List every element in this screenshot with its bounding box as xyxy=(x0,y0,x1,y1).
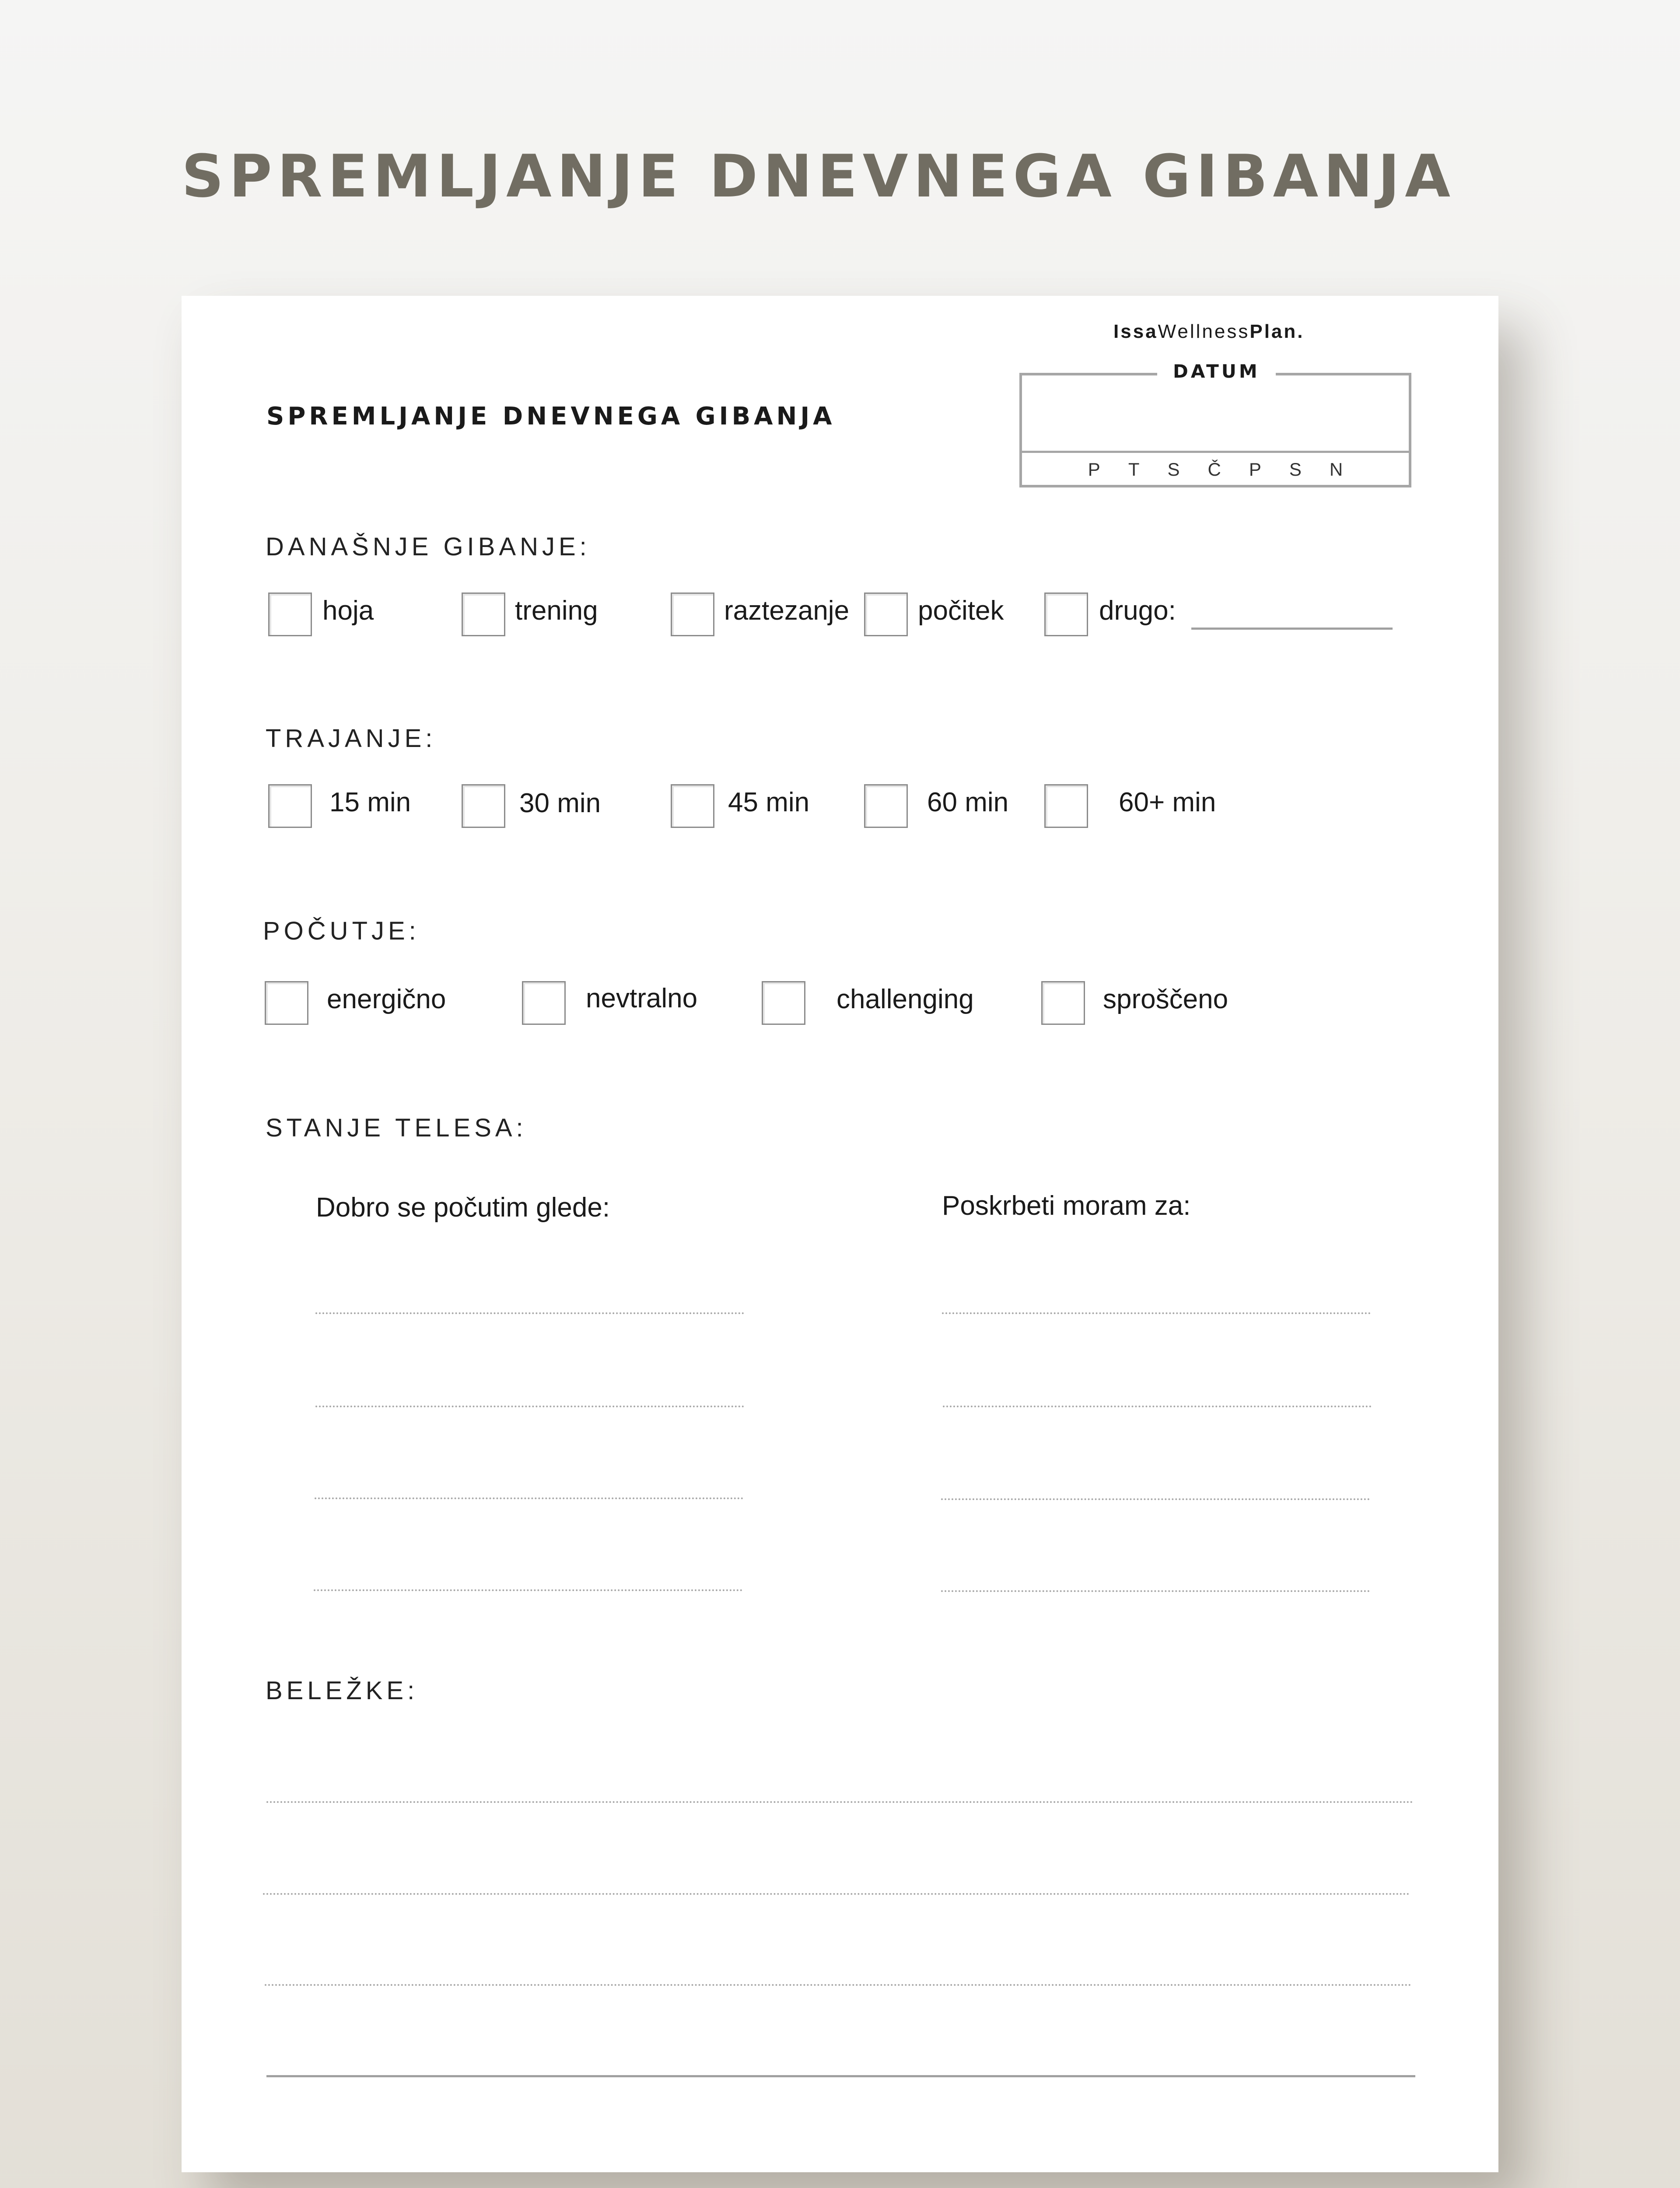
body-right-line[interactable] xyxy=(942,1312,1371,1314)
feeling-option-label: sproščeno xyxy=(1103,984,1228,1014)
body-left-heading: Dobro se počutim glede: xyxy=(316,1192,610,1223)
tracker-sheet xyxy=(182,296,1498,2172)
duration-checkbox-45[interactable] xyxy=(671,784,714,828)
weekday-saturday[interactable]: S xyxy=(1289,459,1302,480)
duration-checkbox-60[interactable] xyxy=(864,784,908,828)
movement-checkbox-raztezanje[interactable] xyxy=(671,593,714,636)
duration-option-label: 60 min xyxy=(927,787,1009,817)
duration-option-label: 45 min xyxy=(728,787,810,817)
weekday-wednesday[interactable]: S xyxy=(1167,459,1180,480)
body-right-heading: Poskrbeti moram za: xyxy=(942,1191,1191,1221)
body-left-line[interactable] xyxy=(314,1589,742,1591)
weekday-monday[interactable]: P xyxy=(1088,459,1100,480)
duration-checkbox-60plus[interactable] xyxy=(1044,784,1088,828)
duration-checkbox-30[interactable] xyxy=(462,784,505,828)
body-left-line[interactable] xyxy=(315,1312,744,1314)
weekday-thursday[interactable]: Č xyxy=(1208,459,1221,480)
weekday-friday[interactable]: P xyxy=(1249,459,1261,480)
duration-option-label: 15 min xyxy=(329,787,411,817)
feeling-checkbox-nevtralno[interactable] xyxy=(522,981,566,1025)
movement-option-label: drugo: xyxy=(1099,596,1176,626)
feeling-option-label: energično xyxy=(327,984,446,1014)
movement-checkbox-trening[interactable] xyxy=(462,593,505,636)
body-left-line[interactable] xyxy=(315,1406,744,1407)
date-label: DATUM xyxy=(1157,361,1276,382)
movement-option-label: hoja xyxy=(322,596,374,626)
duration-checkbox-15[interactable] xyxy=(268,784,312,828)
notes-section-label: BELEŽKE: xyxy=(266,1676,419,1705)
brand-logo: IssaWellnessPlan. xyxy=(1113,321,1305,342)
page-title: SPREMLJANJE DNEVNEGA GIBANJA xyxy=(182,142,1456,210)
weekday-row xyxy=(1019,454,1411,485)
body-right-line[interactable] xyxy=(941,1498,1370,1500)
date-divider xyxy=(1019,451,1411,453)
weekday-tuesday[interactable]: T xyxy=(1128,459,1140,480)
weekday-sunday[interactable]: N xyxy=(1329,459,1343,480)
movement-option-label: trening xyxy=(515,596,598,626)
feeling-option-label: challenging xyxy=(836,984,974,1014)
feeling-checkbox-sprosceno[interactable] xyxy=(1041,981,1085,1025)
movement-checkbox-drugo[interactable] xyxy=(1044,593,1088,636)
duration-option-label: 60+ min xyxy=(1119,787,1216,817)
drugo-input-line[interactable] xyxy=(1191,628,1393,630)
notes-line[interactable] xyxy=(266,1801,1414,1803)
duration-section-label: TRAJANJE: xyxy=(266,724,437,753)
body-right-line[interactable] xyxy=(943,1406,1372,1407)
notes-line[interactable] xyxy=(266,2075,1415,2077)
movement-checkbox-hoja[interactable] xyxy=(268,593,312,636)
feeling-option-label: nevtralno xyxy=(586,983,698,1013)
movement-checkbox-pocitek[interactable] xyxy=(864,593,908,636)
notes-line[interactable] xyxy=(263,1893,1410,1895)
movement-option-label: počitek xyxy=(918,596,1004,626)
body-left-line[interactable] xyxy=(315,1497,743,1499)
feeling-checkbox-challenging[interactable] xyxy=(762,981,805,1025)
duration-option-label: 30 min xyxy=(519,788,601,818)
body-right-line[interactable] xyxy=(941,1590,1370,1592)
sheet-title: SPREMLJANJE DNEVNEGA GIBANJA xyxy=(266,402,836,431)
notes-line[interactable] xyxy=(265,1984,1412,1986)
feeling-section-label: POČUTJE: xyxy=(263,917,420,945)
feeling-checkbox-energicno[interactable] xyxy=(265,981,308,1025)
movement-section-label: DANAŠNJE GIBANJE: xyxy=(266,533,591,561)
movement-option-label: raztezanje xyxy=(724,596,850,626)
body-section-label: STANJE TELESA: xyxy=(266,1114,527,1142)
